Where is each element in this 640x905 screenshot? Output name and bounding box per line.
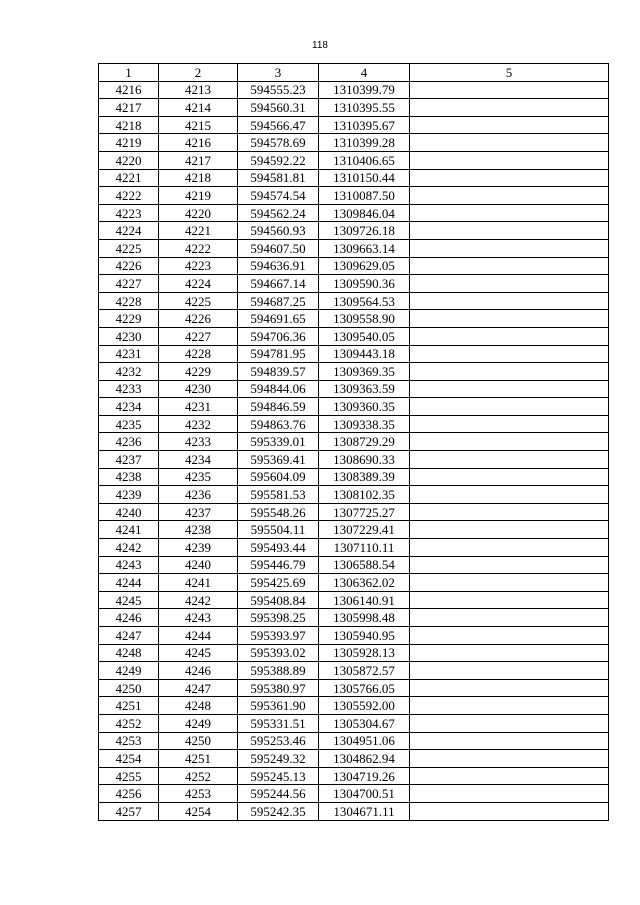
table-cell-col-2: 4243 [159, 609, 238, 627]
table-cell-col-3: 594578.69 [238, 134, 319, 152]
table-cell-col-1: 4228 [99, 292, 159, 310]
table-cell-col-2: 4219 [159, 187, 238, 205]
table-cell-col-3: 595393.02 [238, 644, 319, 662]
table-row [99, 151, 609, 169]
table-row [99, 732, 609, 750]
table-cell-col-3: 594706.36 [238, 327, 319, 345]
table-cell-col-4: 1306140.91 [319, 591, 410, 609]
table-row [99, 785, 609, 803]
table-row [99, 750, 609, 768]
table-cell-col-1: 4247 [99, 627, 159, 645]
table-row [99, 275, 609, 293]
table-cell-col-5 [410, 275, 609, 293]
table-cell-col-2: 4245 [159, 644, 238, 662]
table-cell-col-4: 1307725.27 [319, 503, 410, 521]
table-cell-col-2: 4223 [159, 257, 238, 275]
table-cell-col-5 [410, 468, 609, 486]
table-cell-col-5 [410, 398, 609, 416]
table-cell-col-2: 4250 [159, 732, 238, 750]
table-cell-col-5 [410, 151, 609, 169]
table-cell-col-2: 4236 [159, 486, 238, 504]
table-cell-col-3: 594636.91 [238, 257, 319, 275]
table-cell-col-1: 4248 [99, 644, 159, 662]
table-cell-col-4: 1310395.55 [319, 99, 410, 117]
table-cell-col-1: 4233 [99, 380, 159, 398]
table-cell-col-3: 594691.65 [238, 310, 319, 328]
table-cell-col-3: 594560.31 [238, 99, 319, 117]
table-cell-col-5 [410, 363, 609, 381]
table-cell-col-2: 4247 [159, 679, 238, 697]
table-cell-col-4: 1309443.18 [319, 345, 410, 363]
table-cell-col-2: 4238 [159, 521, 238, 539]
table-cell-col-5 [410, 679, 609, 697]
table-cell-col-4: 1309540.05 [319, 327, 410, 345]
table-cell-col-5 [410, 714, 609, 732]
table-cell-col-3: 595249.32 [238, 750, 319, 768]
table-cell-col-5 [410, 433, 609, 451]
table-row [99, 521, 609, 539]
table-cell-col-5 [410, 239, 609, 257]
table-cell-col-5 [410, 204, 609, 222]
table-cell-col-5 [410, 609, 609, 627]
table-cell-col-2: 4214 [159, 99, 238, 117]
table-cell-col-5 [410, 169, 609, 187]
table-cell-col-5 [410, 644, 609, 662]
table-cell-col-1: 4253 [99, 732, 159, 750]
table-cell-col-4: 1305592.00 [319, 697, 410, 715]
table-cell-col-1: 4227 [99, 275, 159, 293]
table-cell-col-3: 594781.95 [238, 345, 319, 363]
table-cell-col-1: 4242 [99, 539, 159, 557]
table-cell-col-2: 4249 [159, 714, 238, 732]
table-row [99, 134, 609, 152]
table-cell-col-3: 595242.35 [238, 802, 319, 820]
table-cell-col-4: 1310150.44 [319, 169, 410, 187]
table-row [99, 433, 609, 451]
table-row [99, 556, 609, 574]
table-cell-col-2: 4225 [159, 292, 238, 310]
table-cell-col-4: 1308102.35 [319, 486, 410, 504]
table-cell-col-5 [410, 380, 609, 398]
table-cell-col-5 [410, 767, 609, 785]
table-row [99, 627, 609, 645]
column-header-4: 4 [319, 64, 410, 82]
table-cell-col-3: 594592.22 [238, 151, 319, 169]
table-cell-col-4: 1310395.67 [319, 116, 410, 134]
column-header-5: 5 [410, 64, 609, 82]
table-cell-col-1: 4226 [99, 257, 159, 275]
table-cell-col-1: 4231 [99, 345, 159, 363]
table-cell-col-5 [410, 574, 609, 592]
table-header-row [99, 64, 609, 82]
table-cell-col-1: 4217 [99, 99, 159, 117]
table-cell-col-1: 4229 [99, 310, 159, 328]
table-cell-col-3: 595245.13 [238, 767, 319, 785]
table-cell-col-3: 594560.93 [238, 222, 319, 240]
table-cell-col-2: 4216 [159, 134, 238, 152]
table-cell-col-4: 1307110.11 [319, 539, 410, 557]
table-cell-col-1: 4251 [99, 697, 159, 715]
table-cell-col-4: 1304671.11 [319, 802, 410, 820]
table-row [99, 451, 609, 469]
table-cell-col-4: 1309590.36 [319, 275, 410, 293]
table-cell-col-2: 4239 [159, 539, 238, 557]
table-cell-col-4: 1310399.28 [319, 134, 410, 152]
table-row [99, 662, 609, 680]
table-cell-col-5 [410, 521, 609, 539]
table-cell-col-3: 595604.09 [238, 468, 319, 486]
table-cell-col-3: 594667.14 [238, 275, 319, 293]
table-row [99, 574, 609, 592]
coordinates-table [98, 63, 609, 821]
table-cell-col-1: 4252 [99, 714, 159, 732]
table-cell-col-3: 595244.56 [238, 785, 319, 803]
table-cell-col-2: 4218 [159, 169, 238, 187]
table-cell-col-2: 4246 [159, 662, 238, 680]
table-cell-col-4: 1309369.35 [319, 363, 410, 381]
table-cell-col-5 [410, 486, 609, 504]
table-cell-col-4: 1304862.94 [319, 750, 410, 768]
table-cell-col-4: 1305998.48 [319, 609, 410, 627]
table-cell-col-2: 4226 [159, 310, 238, 328]
table-cell-col-5 [410, 750, 609, 768]
table-row [99, 81, 609, 99]
table-cell-col-5 [410, 327, 609, 345]
table-cell-col-4: 1306588.54 [319, 556, 410, 574]
column-header-1: 1 [99, 64, 159, 82]
table-cell-col-3: 594581.81 [238, 169, 319, 187]
table-cell-col-4: 1309629.05 [319, 257, 410, 275]
table-cell-col-3: 594687.25 [238, 292, 319, 310]
table-cell-col-3: 594562.24 [238, 204, 319, 222]
table-cell-col-2: 4240 [159, 556, 238, 574]
table-cell-col-3: 595425.69 [238, 574, 319, 592]
table-cell-col-3: 594574.54 [238, 187, 319, 205]
table-cell-col-1: 4246 [99, 609, 159, 627]
table-cell-col-5 [410, 257, 609, 275]
table-cell-col-4: 1309663.14 [319, 239, 410, 257]
table-cell-col-1: 4241 [99, 521, 159, 539]
table-cell-col-1: 4232 [99, 363, 159, 381]
table-cell-col-2: 4235 [159, 468, 238, 486]
table-cell-col-2: 4227 [159, 327, 238, 345]
table-cell-col-1: 4249 [99, 662, 159, 680]
table-cell-col-1: 4256 [99, 785, 159, 803]
table-cell-col-1: 4245 [99, 591, 159, 609]
table-cell-col-1: 4244 [99, 574, 159, 592]
table-cell-col-3: 595548.26 [238, 503, 319, 521]
table-cell-col-1: 4223 [99, 204, 159, 222]
table-cell-col-5 [410, 697, 609, 715]
table-cell-col-1: 4236 [99, 433, 159, 451]
table-cell-col-4: 1309564.53 [319, 292, 410, 310]
table-cell-col-3: 595408.84 [238, 591, 319, 609]
table-cell-col-1: 4220 [99, 151, 159, 169]
table-cell-col-3: 595446.79 [238, 556, 319, 574]
table-cell-col-5 [410, 627, 609, 645]
table-cell-col-2: 4232 [159, 415, 238, 433]
table-row [99, 644, 609, 662]
table-cell-col-4: 1305928.13 [319, 644, 410, 662]
table-cell-col-2: 4252 [159, 767, 238, 785]
table-cell-col-5 [410, 556, 609, 574]
table-cell-col-2: 4230 [159, 380, 238, 398]
table-cell-col-2: 4229 [159, 363, 238, 381]
table-row [99, 239, 609, 257]
table-cell-col-3: 595361.90 [238, 697, 319, 715]
table-cell-col-4: 1309338.35 [319, 415, 410, 433]
table-cell-col-1: 4219 [99, 134, 159, 152]
table-cell-col-3: 594607.50 [238, 239, 319, 257]
table-cell-col-4: 1309558.90 [319, 310, 410, 328]
table-row [99, 204, 609, 222]
table-cell-col-5 [410, 591, 609, 609]
table-cell-col-3: 595331.51 [238, 714, 319, 732]
table-cell-col-5 [410, 134, 609, 152]
table-cell-col-2: 4251 [159, 750, 238, 768]
table-cell-col-2: 4220 [159, 204, 238, 222]
table-cell-col-2: 4217 [159, 151, 238, 169]
table-cell-col-2: 4224 [159, 275, 238, 293]
table-cell-col-4: 1309360.35 [319, 398, 410, 416]
table-body [99, 81, 609, 820]
page-number: 118 [312, 40, 328, 51]
table-cell-col-4: 1305304.67 [319, 714, 410, 732]
table-cell-col-4: 1310406.65 [319, 151, 410, 169]
table-row [99, 468, 609, 486]
table-cell-col-5 [410, 415, 609, 433]
table-cell-col-1: 4243 [99, 556, 159, 574]
table-cell-col-2: 4242 [159, 591, 238, 609]
column-header-3: 3 [238, 64, 319, 82]
table-cell-col-2: 4254 [159, 802, 238, 820]
table-row [99, 503, 609, 521]
table-cell-col-5 [410, 310, 609, 328]
table-cell-col-1: 4257 [99, 802, 159, 820]
table-row [99, 187, 609, 205]
table-row [99, 398, 609, 416]
table-cell-col-3: 594566.47 [238, 116, 319, 134]
table-cell-col-1: 4221 [99, 169, 159, 187]
table-cell-col-3: 595581.53 [238, 486, 319, 504]
table-cell-col-4: 1309846.04 [319, 204, 410, 222]
table-cell-col-1: 4234 [99, 398, 159, 416]
table-cell-col-3: 594844.06 [238, 380, 319, 398]
table-cell-col-5 [410, 116, 609, 134]
table-cell-col-3: 595493.44 [238, 539, 319, 557]
table-cell-col-4: 1305940.95 [319, 627, 410, 645]
table-cell-col-5 [410, 662, 609, 680]
table-cell-col-2: 4248 [159, 697, 238, 715]
table-cell-col-3: 595388.89 [238, 662, 319, 680]
table-row [99, 714, 609, 732]
table-cell-col-1: 4235 [99, 415, 159, 433]
table-cell-col-4: 1308690.33 [319, 451, 410, 469]
table-cell-col-1: 4222 [99, 187, 159, 205]
table-cell-col-4: 1308729.29 [319, 433, 410, 451]
table-cell-col-1: 4254 [99, 750, 159, 768]
table-cell-col-2: 4215 [159, 116, 238, 134]
table-cell-col-4: 1306362.02 [319, 574, 410, 592]
table-row [99, 222, 609, 240]
table-cell-col-3: 595380.97 [238, 679, 319, 697]
table-row [99, 609, 609, 627]
table-row [99, 292, 609, 310]
table-row [99, 363, 609, 381]
column-header-2: 2 [159, 64, 238, 82]
table-cell-col-3: 594863.76 [238, 415, 319, 433]
table-row [99, 486, 609, 504]
table-cell-col-4: 1310087.50 [319, 187, 410, 205]
table-cell-col-5 [410, 732, 609, 750]
table-cell-col-5 [410, 292, 609, 310]
table-cell-col-4: 1304951.06 [319, 732, 410, 750]
table-cell-col-1: 4240 [99, 503, 159, 521]
table-cell-col-2: 4222 [159, 239, 238, 257]
table-cell-col-1: 4238 [99, 468, 159, 486]
table-cell-col-4: 1310399.79 [319, 81, 410, 99]
table-cell-col-3: 595393.97 [238, 627, 319, 645]
table-cell-col-4: 1308389.39 [319, 468, 410, 486]
table-cell-col-1: 4255 [99, 767, 159, 785]
table-row [99, 116, 609, 134]
table-cell-col-2: 4233 [159, 433, 238, 451]
table-cell-col-5 [410, 539, 609, 557]
table-cell-col-3: 595398.25 [238, 609, 319, 627]
table-cell-col-5 [410, 99, 609, 117]
table-cell-col-5 [410, 802, 609, 820]
table-row [99, 591, 609, 609]
table-row [99, 345, 609, 363]
table-cell-col-1: 4230 [99, 327, 159, 345]
table-cell-col-3: 594846.59 [238, 398, 319, 416]
table-row [99, 679, 609, 697]
table-cell-col-2: 4234 [159, 451, 238, 469]
table-row [99, 697, 609, 715]
table-row [99, 99, 609, 117]
table-row [99, 767, 609, 785]
table-row [99, 169, 609, 187]
table-cell-col-2: 4221 [159, 222, 238, 240]
table-cell-col-1: 4216 [99, 81, 159, 99]
table-cell-col-5 [410, 345, 609, 363]
table-cell-col-1: 4237 [99, 451, 159, 469]
table-cell-col-2: 4244 [159, 627, 238, 645]
table-row [99, 257, 609, 275]
table-cell-col-1: 4225 [99, 239, 159, 257]
table-row [99, 327, 609, 345]
table-row [99, 802, 609, 820]
table-cell-col-5 [410, 503, 609, 521]
table-cell-col-5 [410, 451, 609, 469]
table-cell-col-2: 4213 [159, 81, 238, 99]
table-cell-col-2: 4237 [159, 503, 238, 521]
table-cell-col-3: 595504.11 [238, 521, 319, 539]
table-cell-col-3: 595339.01 [238, 433, 319, 451]
table-cell-col-2: 4253 [159, 785, 238, 803]
table-cell-col-5 [410, 785, 609, 803]
table-cell-col-4: 1309726.18 [319, 222, 410, 240]
table-cell-col-1: 4218 [99, 116, 159, 134]
table-cell-col-1: 4224 [99, 222, 159, 240]
table-cell-col-1: 4250 [99, 679, 159, 697]
table-cell-col-5 [410, 81, 609, 99]
table-cell-col-5 [410, 187, 609, 205]
table-cell-col-5 [410, 222, 609, 240]
table-row [99, 380, 609, 398]
table-cell-col-2: 4241 [159, 574, 238, 592]
table-cell-col-3: 595253.46 [238, 732, 319, 750]
table-cell-col-4: 1305766.05 [319, 679, 410, 697]
table-cell-col-4: 1307229.41 [319, 521, 410, 539]
table-cell-col-4: 1305872.57 [319, 662, 410, 680]
table-cell-col-4: 1304700.51 [319, 785, 410, 803]
table-cell-col-3: 595369.41 [238, 451, 319, 469]
table-row [99, 415, 609, 433]
table-cell-col-2: 4228 [159, 345, 238, 363]
table-cell-col-4: 1304719.26 [319, 767, 410, 785]
table-row [99, 539, 609, 557]
table-cell-col-3: 594555.23 [238, 81, 319, 99]
table-cell-col-3: 594839.57 [238, 363, 319, 381]
table-cell-col-4: 1309363.59 [319, 380, 410, 398]
table-cell-col-1: 4239 [99, 486, 159, 504]
table-row [99, 310, 609, 328]
table-cell-col-2: 4231 [159, 398, 238, 416]
